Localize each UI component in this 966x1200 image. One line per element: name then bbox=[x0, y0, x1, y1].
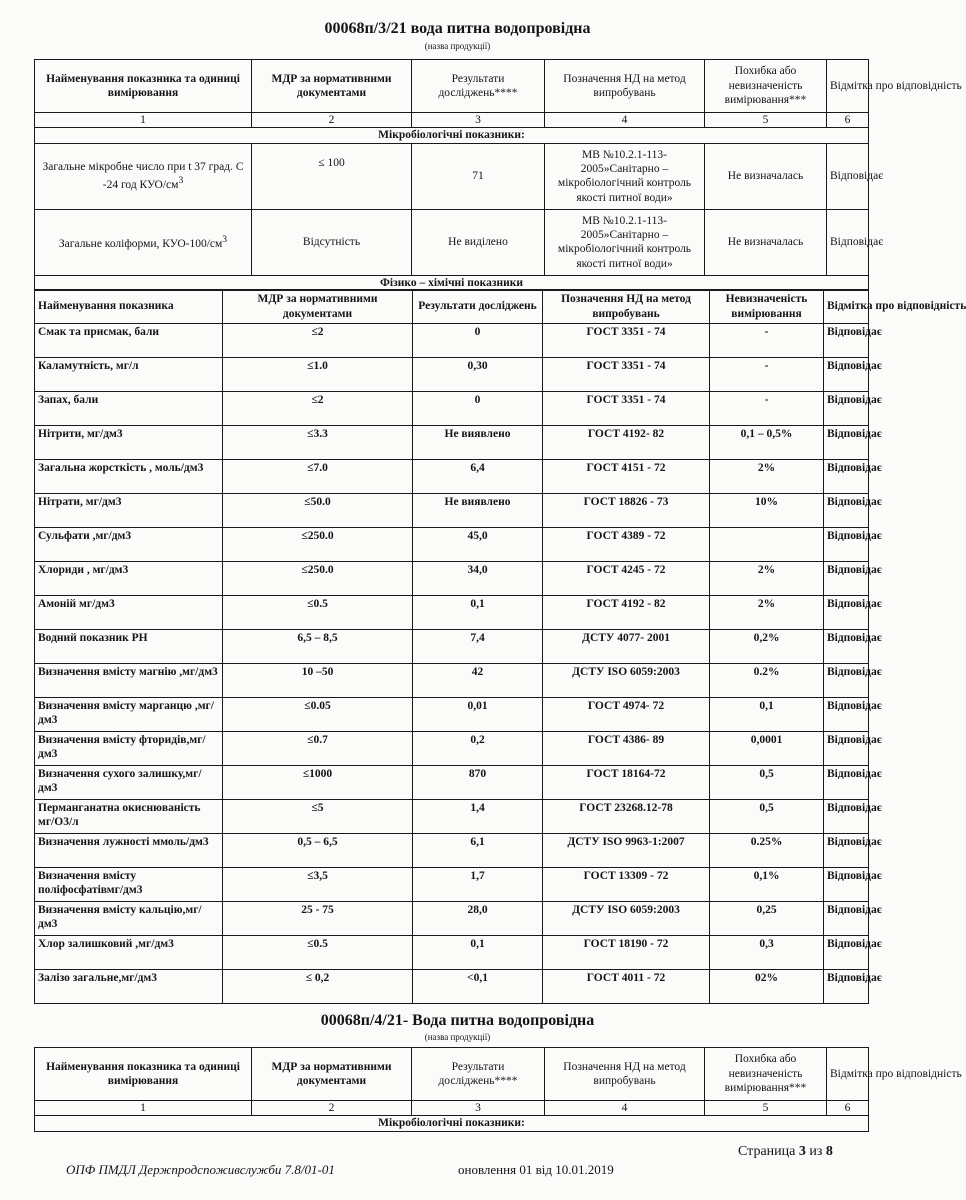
method-value: ГОСТ 4192- 82 bbox=[543, 426, 710, 460]
col-header-name: Найменування показника bbox=[35, 290, 223, 324]
table-row bbox=[35, 143, 869, 209]
compliance-mark: Відповідає bbox=[824, 936, 869, 970]
indicator-name: Нітрити, мг/дм3 bbox=[35, 426, 223, 460]
uncertainty-value: 2% bbox=[710, 596, 824, 630]
indicator-name: Нітрати, мг/дм3 bbox=[35, 494, 223, 528]
col-header-mdr: МДР за нормативними документами bbox=[223, 290, 413, 324]
uncertainty-value: 0,1 – 0,5% bbox=[710, 426, 824, 460]
col-header-uncertainty: Похибка або невизначеність вимірювання*** bbox=[705, 1048, 827, 1101]
table-row bbox=[35, 324, 869, 358]
section-label-micro: Мікробіологічні показники: bbox=[35, 1116, 869, 1131]
footer-revision: оновлення 01 від 10.01.2019 bbox=[458, 1162, 614, 1177]
result-value: 0,1 bbox=[413, 596, 543, 630]
col-number: 6 bbox=[827, 113, 869, 128]
compliance-mark: Відповідає bbox=[824, 358, 869, 392]
col-header-mdr: МДР за нормативними документами bbox=[252, 1048, 412, 1101]
table-row bbox=[35, 766, 869, 800]
col-header-result: Результати досліджень bbox=[413, 290, 543, 324]
mdr-value: ≤3.3 bbox=[223, 426, 413, 460]
col-header-uncertainty: Невизначеність вимірювання bbox=[710, 290, 824, 324]
table-row bbox=[35, 970, 869, 1004]
result-value: 1,4 bbox=[413, 800, 543, 834]
uncertainty-value: 10% bbox=[710, 494, 824, 528]
table-row bbox=[35, 596, 869, 630]
results-table-1-phys bbox=[34, 289, 966, 1004]
table-row bbox=[35, 868, 869, 902]
uncertainty-value: 2% bbox=[710, 460, 824, 494]
uncertainty-value: - bbox=[710, 392, 824, 426]
col-header-result: Результати досліджень**** bbox=[412, 60, 545, 113]
mdr-value: ≤1.0 bbox=[223, 358, 413, 392]
uncertainty-value: Не визначалась bbox=[705, 209, 827, 275]
result-value: <0,1 bbox=[413, 970, 543, 1004]
result-value: 0 bbox=[413, 324, 543, 358]
method-value: ГОСТ 4389 - 72 bbox=[543, 528, 710, 562]
table-header-row bbox=[35, 1048, 869, 1101]
col-number: 2 bbox=[252, 113, 412, 128]
section-row-micro bbox=[35, 128, 869, 143]
method-value: ГОСТ 13309 - 72 bbox=[543, 868, 710, 902]
indicator-name: Визначення вмісту фторидів,мг/дм3 bbox=[35, 732, 223, 766]
col-header-uncertainty: Похибка або невизначеність вимірювання*** bbox=[705, 60, 827, 113]
method-value: ГОСТ 4192 - 82 bbox=[543, 596, 710, 630]
method-value: ДСТУ 4077- 2001 bbox=[543, 630, 710, 664]
col-number: 3 bbox=[412, 113, 545, 128]
indicator-name: Загальне мікробне число при t 37 град. С -24 год КУО/$см^3$ bbox=[35, 143, 252, 209]
col-header-mark: Відмітка про відповідність bbox=[824, 290, 869, 324]
table-row bbox=[35, 800, 869, 834]
uncertainty-value: 0,1 bbox=[710, 698, 824, 732]
result-value: Не виявлено bbox=[413, 426, 543, 460]
results-table-2-header bbox=[34, 1047, 962, 1132]
result-value: 6,4 bbox=[413, 460, 543, 494]
page-counter bbox=[738, 1144, 833, 1160]
mdr-value: ≤2 bbox=[223, 392, 413, 426]
compliance-mark: Відповідає bbox=[824, 630, 869, 664]
compliance-mark: Відповідає bbox=[824, 732, 869, 766]
uncertainty-value: - bbox=[710, 324, 824, 358]
table-row bbox=[35, 494, 869, 528]
table-row bbox=[35, 834, 869, 868]
mdr-value: Відсутність bbox=[252, 209, 412, 275]
table-row bbox=[35, 460, 869, 494]
indicator-name: Водний показник РН bbox=[35, 630, 223, 664]
method-value: ГОСТ 18190 - 72 bbox=[543, 936, 710, 970]
mdr-value: ≤ 100 bbox=[252, 143, 412, 209]
indicator-name: Запах, бали bbox=[35, 392, 223, 426]
table-row bbox=[35, 358, 869, 392]
compliance-mark: Відповідає bbox=[824, 596, 869, 630]
section-label-micro: Мікробіологічні показники: bbox=[35, 128, 869, 143]
mdr-value: ≤0.5 bbox=[223, 936, 413, 970]
uncertainty-value: 2% bbox=[710, 562, 824, 596]
column-number-row bbox=[35, 1101, 869, 1116]
result-value: 7,4 bbox=[413, 630, 543, 664]
col-number: 5 bbox=[705, 1101, 827, 1116]
col-number: 1 bbox=[35, 1101, 252, 1116]
table-header-row bbox=[35, 60, 869, 113]
col-number: 1 bbox=[35, 113, 252, 128]
table-row bbox=[35, 902, 869, 936]
result-value: 0 bbox=[413, 392, 543, 426]
compliance-mark: Відповідає bbox=[824, 902, 869, 936]
mdr-value: ≤0.7 bbox=[223, 732, 413, 766]
table-row bbox=[35, 562, 869, 596]
mdr-value: ≤250.0 bbox=[223, 562, 413, 596]
column-number-row bbox=[35, 113, 869, 128]
mdr-value: ≤7.0 bbox=[223, 460, 413, 494]
method-value: ГОСТ 3351 - 74 bbox=[543, 358, 710, 392]
indicator-name: Хлориди , мг/дм3 bbox=[35, 562, 223, 596]
mdr-value: 6,5 – 8,5 bbox=[223, 630, 413, 664]
phys-table-body bbox=[35, 324, 882, 1004]
method-value: ГОСТ 4245 - 72 bbox=[543, 562, 710, 596]
table-row bbox=[35, 209, 869, 275]
method-value: ДСТУ ISO 9963-1:2007 bbox=[543, 834, 710, 868]
indicator-name: Хлор залишковий ,мг/дм3 bbox=[35, 936, 223, 970]
mdr-value: ≤5 bbox=[223, 800, 413, 834]
compliance-mark: Відповідає bbox=[824, 460, 869, 494]
mdr-value: ≤ 0,2 bbox=[223, 970, 413, 1004]
col-number: 5 bbox=[705, 113, 827, 128]
method-value: ДСТУ ISO 6059:2003 bbox=[543, 902, 710, 936]
compliance-mark: Відповідає bbox=[827, 209, 869, 275]
col-number: 3 bbox=[412, 1101, 545, 1116]
compliance-mark: Відповідає bbox=[824, 766, 869, 800]
result-value: 0,01 bbox=[413, 698, 543, 732]
compliance-mark: Відповідає bbox=[824, 664, 869, 698]
indicator-name: Залізо загальне,мг/дм3 bbox=[35, 970, 223, 1004]
col-header-result: Результати досліджень**** bbox=[412, 1048, 545, 1101]
mdr-value: ≤0.05 bbox=[223, 698, 413, 732]
method-value: ГОСТ 18826 - 73 bbox=[543, 494, 710, 528]
compliance-mark: Відповідає bbox=[824, 562, 869, 596]
method-value: ГОСТ 4151 - 72 bbox=[543, 460, 710, 494]
uncertainty-value: 0,0001 bbox=[710, 732, 824, 766]
method-value: ГОСТ 4974- 72 bbox=[543, 698, 710, 732]
mdr-value: ≤0.5 bbox=[223, 596, 413, 630]
page-number: 3 bbox=[798, 1144, 806, 1159]
indicator-name: Визначення вмісту кальцію,мг/дм3 bbox=[35, 902, 223, 936]
results-table-1-header bbox=[34, 59, 962, 291]
page-total: 8 bbox=[825, 1144, 833, 1159]
mdr-value: ≤250.0 bbox=[223, 528, 413, 562]
method-value: ГОСТ 3351 - 74 bbox=[543, 392, 710, 426]
result-value: 28,0 bbox=[413, 902, 543, 936]
indicator-name: Визначення вмісту поліфосфатівмг/дм3 bbox=[35, 868, 223, 902]
page-prefix: Страница bbox=[738, 1144, 796, 1159]
indicator-name: Загальне коліформи, КУО-$100/см^3$ bbox=[35, 209, 252, 275]
mdr-value: 25 - 75 bbox=[223, 902, 413, 936]
uncertainty-value: 0,3 bbox=[710, 936, 824, 970]
method-value: МВ №10.2.1-113-2005»Санітарно – мікробіологічний контроль якості питної води» bbox=[545, 209, 705, 275]
table-row bbox=[35, 392, 869, 426]
col-header-mdr: МДР за нормативними документами bbox=[252, 60, 412, 113]
compliance-mark: Відповідає bbox=[824, 528, 869, 562]
uncertainty-value bbox=[710, 528, 824, 562]
table-row bbox=[35, 630, 869, 664]
col-header-method: Позначення НД на метод випробувань bbox=[545, 60, 705, 113]
indicator-name: Сульфати ,мг/дм3 bbox=[35, 528, 223, 562]
table-row bbox=[35, 936, 869, 970]
result-value: 0,2 bbox=[413, 732, 543, 766]
indicator-name: Загальна жорсткість , моль/дм3 bbox=[35, 460, 223, 494]
result-value: 42 bbox=[413, 664, 543, 698]
uncertainty-value: 02% bbox=[710, 970, 824, 1004]
mdr-value: ≤1000 bbox=[223, 766, 413, 800]
sample-subtitle: (назва продукції) bbox=[424, 1032, 491, 1042]
method-value: ГОСТ 4011 - 72 bbox=[543, 970, 710, 1004]
uncertainty-value: 0.25% bbox=[710, 834, 824, 868]
method-value: ГОСТ 3351 - 74 bbox=[543, 324, 710, 358]
page-of: из bbox=[809, 1144, 823, 1159]
method-value: МВ №10.2.1-113-2005»Санітарно – мікробіологічний контроль якості питної води» bbox=[545, 143, 705, 209]
compliance-mark: Відповідає bbox=[827, 143, 869, 209]
compliance-mark: Відповідає bbox=[824, 698, 869, 732]
indicator-name: Перманганатна окиснюваність мг/О3/л bbox=[35, 800, 223, 834]
footer-form-code: ОПФ ПМДЛ Держпродспоживслужби 7.8/01-01 bbox=[66, 1162, 335, 1177]
result-value: 0,30 bbox=[413, 358, 543, 392]
table-row bbox=[35, 698, 869, 732]
mdr-value: ≤3,5 bbox=[223, 868, 413, 902]
uncertainty-value: 0,1% bbox=[710, 868, 824, 902]
indicator-name: Визначення сухого залишку,мг/дм3 bbox=[35, 766, 223, 800]
sample-title: 00068п/3/21 вода питна водопровідна bbox=[324, 20, 591, 37]
indicator-name: Амоній мг/дм3 bbox=[35, 596, 223, 630]
col-number: 2 bbox=[252, 1101, 412, 1116]
method-value: ГОСТ 18164-72 bbox=[543, 766, 710, 800]
result-value: 6,1 bbox=[413, 834, 543, 868]
sample-title: 00068п/4/21- Вода питна водопровідна bbox=[320, 1012, 595, 1029]
mdr-value: ≤2 bbox=[223, 324, 413, 358]
col-number: 4 bbox=[545, 113, 705, 128]
compliance-mark: Відповідає bbox=[824, 392, 869, 426]
uncertainty-value: - bbox=[710, 358, 824, 392]
method-value: ДСТУ ISO 6059:2003 bbox=[543, 664, 710, 698]
indicator-name: Визначення вмісту марганцю ,мг/дм3 bbox=[35, 698, 223, 732]
table-row bbox=[35, 426, 869, 460]
uncertainty-value: 0,2% bbox=[710, 630, 824, 664]
compliance-mark: Відповідає bbox=[824, 324, 869, 358]
compliance-mark: Відповідає bbox=[824, 868, 869, 902]
method-value: ГОСТ 4386- 89 bbox=[543, 732, 710, 766]
mdr-value: 10 –50 bbox=[223, 664, 413, 698]
result-value: 870 bbox=[413, 766, 543, 800]
indicator-name: Визначення лужності ммоль/дм3 bbox=[35, 834, 223, 868]
table-row bbox=[35, 664, 869, 698]
compliance-mark: Відповідає bbox=[824, 426, 869, 460]
mdr-value: 0,5 – 6,5 bbox=[223, 834, 413, 868]
phys-header-row bbox=[35, 290, 869, 324]
uncertainty-value: 0,25 bbox=[710, 902, 824, 936]
col-header-name: Найменування показника та одиниці вимірювання bbox=[35, 1048, 252, 1101]
col-number: 4 bbox=[545, 1101, 705, 1116]
uncertainty-value: 0,5 bbox=[710, 766, 824, 800]
section-row-micro bbox=[35, 1116, 869, 1131]
result-value: 1,7 bbox=[413, 868, 543, 902]
method-value: ГОСТ 23268.12-78 bbox=[543, 800, 710, 834]
col-number: 6 bbox=[827, 1101, 869, 1116]
indicator-name: Визначення вмісту магнію ,мг/дм3 bbox=[35, 664, 223, 698]
col-header-mark: Відмітка про відповідність bbox=[827, 60, 869, 113]
result-value: Не виділено bbox=[412, 209, 545, 275]
sample-subtitle: (назва продукції) bbox=[424, 41, 491, 51]
compliance-mark: Відповідає bbox=[824, 834, 869, 868]
result-value: 0,1 bbox=[413, 936, 543, 970]
result-value: 45,0 bbox=[413, 528, 543, 562]
col-header-method: Позначення НД на метод випробувань bbox=[545, 1048, 705, 1101]
col-header-mark: Відмітка про відповідність bbox=[827, 1048, 869, 1101]
compliance-mark: Відповідає bbox=[824, 970, 869, 1004]
indicator-name: Смак та присмак, бали bbox=[35, 324, 223, 358]
col-header-method: Позначення НД на метод випробувань bbox=[543, 290, 710, 324]
table-row bbox=[35, 528, 869, 562]
section-label-phys: Фізико – хімічні показники bbox=[35, 275, 869, 290]
uncertainty-value: 0.2% bbox=[710, 664, 824, 698]
mdr-value: ≤50.0 bbox=[223, 494, 413, 528]
result-value: 71 bbox=[412, 143, 545, 209]
compliance-mark: Відповідає bbox=[824, 494, 869, 528]
result-value: Не виявлено bbox=[413, 494, 543, 528]
compliance-mark: Відповідає bbox=[824, 800, 869, 834]
uncertainty-value: Не визначалась bbox=[705, 143, 827, 209]
result-value: 34,0 bbox=[413, 562, 543, 596]
col-header-name: Найменування показника та одиниці вимірювання bbox=[35, 60, 252, 113]
table-row bbox=[35, 732, 869, 766]
uncertainty-value: 0,5 bbox=[710, 800, 824, 834]
indicator-name: Каламутність, мг/л bbox=[35, 358, 223, 392]
